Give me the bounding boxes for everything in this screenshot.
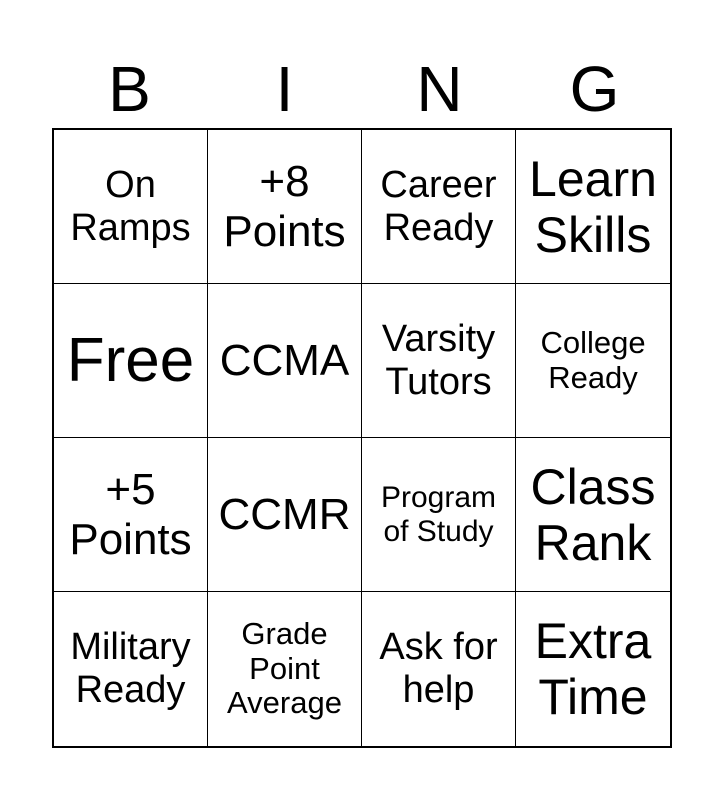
bingo-header — [52, 50, 672, 128]
bingo-cell[interactable] — [516, 438, 670, 592]
bingo-cell-text: Free — [66, 325, 195, 395]
bingo-cell-text: Military Ready — [70, 626, 191, 711]
bingo-cell-text: CCMA — [219, 335, 350, 385]
bingo-cell[interactable] — [516, 284, 670, 438]
header-letter-n: N — [416, 53, 463, 125]
bingo-cell-text: Varsity Tutors — [381, 317, 496, 403]
header-letter-i: I — [275, 53, 294, 125]
bingo-cell-text: On Ramps — [70, 163, 191, 249]
bingo-cell-text: College Ready — [540, 324, 646, 395]
bingo-cell[interactable] — [516, 592, 670, 746]
bingo-cell-text: Extra Time — [534, 613, 652, 725]
bingo-cell[interactable] — [208, 284, 362, 438]
bingo-cell[interactable] — [362, 284, 516, 438]
bingo-cell-text: Learn Skills — [529, 150, 657, 263]
bingo-cell[interactable] — [54, 438, 208, 592]
header-letter-b: B — [108, 53, 151, 125]
bingo-cell-text: Class Rank — [530, 458, 656, 571]
bingo-cell-text: CCMR — [218, 489, 351, 539]
bingo-cell[interactable] — [362, 592, 516, 746]
bingo-cell[interactable] — [516, 130, 670, 284]
bingo-cell[interactable] — [208, 130, 362, 284]
bingo-cell[interactable] — [362, 130, 516, 284]
bingo-cell-text: Grade Point Average — [227, 615, 342, 721]
bingo-cell[interactable] — [362, 438, 516, 592]
bingo-cell[interactable] — [54, 284, 208, 438]
bingo-cell-text: Career Ready — [380, 163, 497, 249]
bingo-cell-text: +5 Points — [69, 465, 192, 564]
bingo-cell[interactable] — [54, 130, 208, 284]
bingo-cell[interactable] — [208, 438, 362, 592]
header-letter-g: G — [569, 53, 620, 125]
bingo-board — [52, 128, 672, 748]
bingo-cell-text: Ask for help — [379, 626, 498, 711]
bingo-cell-text: Program of Study — [380, 480, 497, 548]
bingo-cell[interactable] — [54, 592, 208, 746]
bingo-cell-text: +8 Points — [223, 157, 346, 256]
bingo-cell[interactable] — [208, 592, 362, 746]
